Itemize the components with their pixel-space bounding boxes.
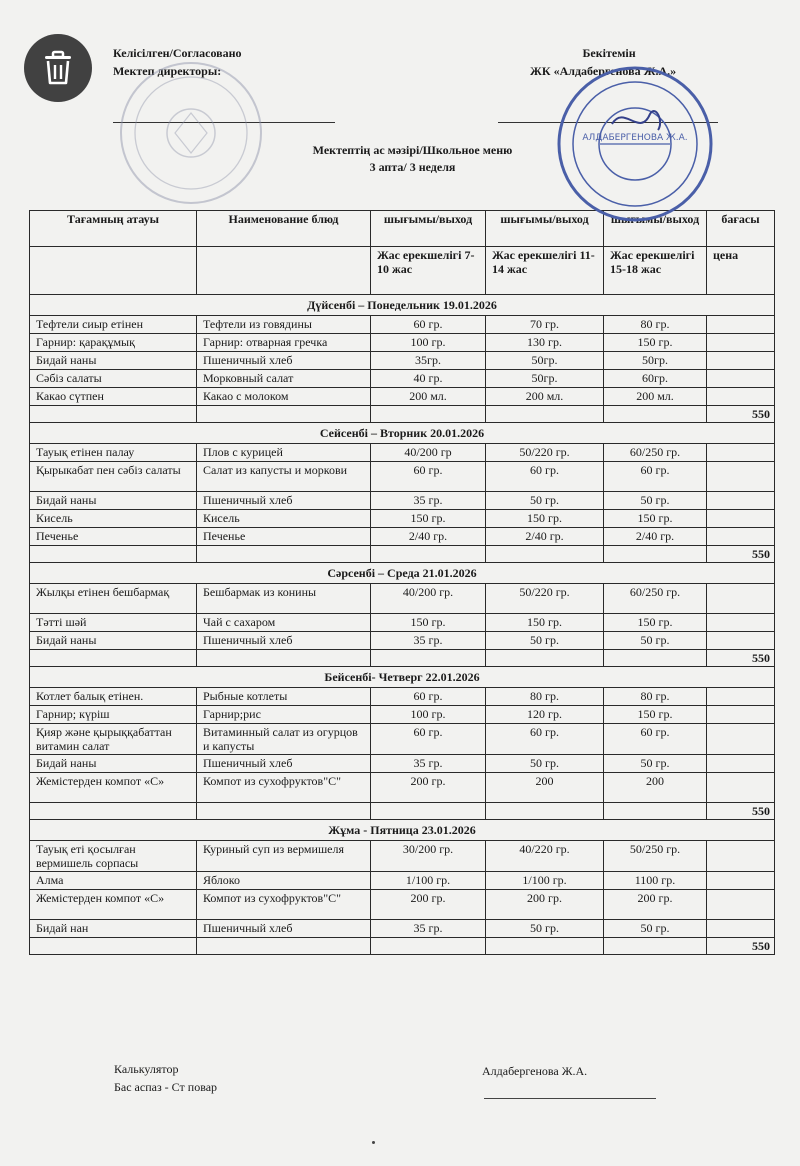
portion-15-18: 150 гр. [604,706,707,724]
portion-7-10: 200 гр. [371,890,486,920]
approval-title: Келісілген/Согласовано [113,46,242,60]
price-cell [707,688,775,706]
price-cell [707,614,775,632]
total-empty [371,406,486,423]
footer-chef: Бас аспаз - Ст повар [114,1080,218,1094]
price-cell [707,352,775,370]
age-group-1: Жас ерекшелігі 7-10 жас [371,247,486,295]
price-cell [707,632,775,650]
table-row [30,724,775,755]
trash-icon [41,50,75,86]
total-empty [371,938,486,955]
portion-15-18: 200 [604,773,707,803]
portion-7-10: 40 гр. [371,370,486,388]
dish-name-ru: Морковный салат [197,370,371,388]
portion-15-18: 1100 гр. [604,872,707,890]
portion-7-10: 100 гр. [371,334,486,352]
col-out-3: шығымы/выход [604,211,707,247]
page-title [260,142,565,176]
total-empty [604,938,707,955]
company-stamp [554,64,716,224]
price-cell [707,841,775,872]
dish-name-ru: Салат из капусты и моркови [197,462,371,492]
dish-name-kz: Тефтели сиыр етінен [30,316,197,334]
age-empty-1 [30,247,197,295]
dish-name-ru: Яблоко [197,872,371,890]
portion-15-18: 2/40 гр. [604,528,707,546]
portion-15-18: 50 гр. [604,920,707,938]
day-total: 550 [707,546,775,563]
day-title: Сейсенбі – Вторник 20.01.2026 [30,423,775,444]
portion-11-14: 60 гр. [486,462,604,492]
day-row [30,295,775,316]
portion-11-14: 50 гр. [486,920,604,938]
day-total: 550 [707,406,775,423]
total-empty [604,546,707,563]
dish-name-ru: Компот из сухофруктов"С" [197,890,371,920]
table-row [30,584,775,614]
dish-name-ru: Печенье [197,528,371,546]
total-empty [30,406,197,423]
dish-name-kz: Жемістерден компот «С» [30,890,197,920]
table-row [30,890,775,920]
day-row [30,423,775,444]
price-cell [707,755,775,773]
dish-name-ru: Какао с молоком [197,388,371,406]
total-empty [197,406,371,423]
dish-name-ru: Куриный суп из вермишеля [197,841,371,872]
day-total: 550 [707,803,775,820]
portion-7-10: 1/100 гр. [371,872,486,890]
table-row [30,444,775,462]
footer-name: Алдабергенова Ж.А. [482,1064,588,1078]
total-row [30,406,775,423]
total-empty [197,938,371,955]
table-row [30,462,775,492]
dish-name-kz: Гарнир: қарақұмық [30,334,197,352]
price-cell [707,370,775,388]
dish-name-kz: Бидай наны [30,632,197,650]
table-row [30,370,775,388]
portion-11-14: 50гр. [486,352,604,370]
portion-7-10: 200 мл. [371,388,486,406]
portion-15-18: 60 гр. [604,724,707,755]
total-empty [486,650,604,667]
price-cell [707,920,775,938]
portion-7-10: 35гр. [371,352,486,370]
portion-15-18: 60 гр. [604,462,707,492]
table-row [30,920,775,938]
dish-name-kz: Жылқы етінен бешбармақ [30,584,197,614]
portion-11-14: 60 гр. [486,724,604,755]
total-empty [486,406,604,423]
dish-name-ru: Рыбные котлеты [197,688,371,706]
total-row [30,938,775,955]
total-empty [486,938,604,955]
portion-7-10: 40/200 гр [371,444,486,462]
portion-11-14: 200 [486,773,604,803]
stamp-text: АЛДАБЕРГЕНОВА Ж.А. [582,133,688,143]
portion-11-14: 50/220 гр. [486,444,604,462]
portion-11-14: 200 гр. [486,890,604,920]
portion-15-18: 50 гр. [604,492,707,510]
dish-name-ru: Бешбармак из конины [197,584,371,614]
dish-name-kz: Тауық еті қосылған вермишель сорпасы [30,841,197,872]
col-name-kz: Тағамның атауы [30,211,197,247]
price-cell [707,584,775,614]
portion-7-10: 150 гр. [371,510,486,528]
total-empty [486,803,604,820]
day-row [30,820,775,841]
portion-15-18: 80 гр. [604,688,707,706]
price-cell [707,528,775,546]
portion-7-10: 60 гр. [371,688,486,706]
portion-7-10: 60 гр. [371,462,486,492]
age-row [30,247,775,295]
total-empty [30,938,197,955]
portion-11-14: 2/40 гр. [486,528,604,546]
portion-7-10: 150 гр. [371,614,486,632]
price-cell [707,890,775,920]
dish-name-ru: Гарнир;рис [197,706,371,724]
col-out-2: шығымы/выход [486,211,604,247]
day-title: Сәрсенбі – Среда 21.01.2026 [30,563,775,584]
total-empty [604,650,707,667]
portion-15-18: 150 гр. [604,510,707,528]
portion-7-10: 40/200 гр. [371,584,486,614]
col-out-1: шығымы/выход [371,211,486,247]
portion-11-14: 120 гр. [486,706,604,724]
price-cell [707,462,775,492]
portion-11-14: 150 гр. [486,614,604,632]
col-price-ru: цена [707,247,775,295]
total-empty [371,803,486,820]
price-cell [707,388,775,406]
total-row [30,546,775,563]
dish-name-ru: Плов с курицей [197,444,371,462]
dish-name-ru: Гарнир: отварная гречка [197,334,371,352]
portion-11-14: 70 гр. [486,316,604,334]
dish-name-kz: Гарнир; күріш [30,706,197,724]
total-empty [30,546,197,563]
portion-11-14: 50гр. [486,370,604,388]
total-empty [371,650,486,667]
table-row [30,352,775,370]
portion-7-10: 35 гр. [371,492,486,510]
table-row [30,872,775,890]
price-cell [707,510,775,528]
table-row [30,334,775,352]
table-row [30,510,775,528]
dish-name-kz: Бидай наны [30,352,197,370]
day-total: 550 [707,938,775,955]
day-title: Дүйсенбі – Понедельник 19.01.2026 [30,295,775,316]
price-cell [707,872,775,890]
day-row [30,667,775,688]
portion-11-14: 1/100 гр. [486,872,604,890]
table-row [30,316,775,334]
portion-15-18: 50гр. [604,352,707,370]
dish-name-kz: Котлет балық етінен. [30,688,197,706]
table-row [30,688,775,706]
table-row [30,492,775,510]
portion-7-10: 30/200 гр. [371,841,486,872]
dish-name-ru: Витаминный салат из огурцов и капусты [197,724,371,755]
portion-15-18: 150 гр. [604,334,707,352]
menu-body [30,295,775,955]
footer-signature-line [484,1098,656,1099]
total-empty [486,546,604,563]
dish-name-ru: Тефтели из говядины [197,316,371,334]
table-row [30,841,775,872]
portion-11-14: 200 мл. [486,388,604,406]
dish-name-ru: Пшеничный хлеб [197,632,371,650]
portion-7-10: 35 гр. [371,755,486,773]
portion-7-10: 35 гр. [371,920,486,938]
portion-11-14: 50 гр. [486,632,604,650]
total-empty [30,803,197,820]
dish-name-kz: Бидай наны [30,492,197,510]
footer-left [114,1060,217,1096]
day-total: 550 [707,650,775,667]
footer-calculator: Калькулятор [114,1062,179,1076]
confirm-title: Бекітемін [582,46,636,60]
portion-7-10: 35 гр. [371,632,486,650]
dish-name-kz: Тәтті шәй [30,614,197,632]
portion-15-18: 50 гр. [604,632,707,650]
dish-name-kz: Қырыкабат пен сәбіз салаты [30,462,197,492]
table-row [30,773,775,803]
col-name-ru: Наименование блюд [197,211,371,247]
dish-name-ru: Пшеничный хлеб [197,492,371,510]
dish-name-kz: Тауық етінен палау [30,444,197,462]
dish-name-kz: Қияр және қырыққабаттан витамин салат [30,724,197,755]
portion-15-18: 150 гр. [604,614,707,632]
portion-7-10: 60 гр. [371,316,486,334]
dish-name-kz: Жемістерден компот «С» [30,773,197,803]
dish-name-kz: Бидай нан [30,920,197,938]
dish-name-ru: Чай с сахаром [197,614,371,632]
dish-name-kz: Бидай наны [30,755,197,773]
total-empty [30,650,197,667]
price-cell [707,773,775,803]
col-price-kz: бағасы [707,211,775,247]
menu-table [29,210,775,955]
price-cell [707,316,775,334]
portion-15-18: 80 гр. [604,316,707,334]
total-row [30,803,775,820]
table-row [30,388,775,406]
table-row [30,706,775,724]
portion-15-18: 50 гр. [604,755,707,773]
age-group-2: Жас ерекшелігі 11-14 жас [486,247,604,295]
total-empty [197,546,371,563]
age-group-3: Жас ерекшелігі 15-18 жас [604,247,707,295]
total-empty [197,803,371,820]
price-cell [707,334,775,352]
delete-button[interactable] [24,34,92,102]
day-title: Жұма - Пятница 23.01.2026 [30,820,775,841]
confirm-company: ЖК «Алдабергенова Ж.А.» [530,64,677,78]
dish-name-ru: Пшеничный хлеб [197,755,371,773]
table-row [30,614,775,632]
dish-name-ru: Компот из сухофруктов"С" [197,773,371,803]
dish-name-kz: Какао сүтпен [30,388,197,406]
title-line1: Мектептің ас мәзірі/Школьное меню [312,143,513,157]
dish-name-kz: Печенье [30,528,197,546]
portion-11-14: 80 гр. [486,688,604,706]
school-stamp [115,58,267,208]
portion-15-18: 60/250 гр. [604,444,707,462]
portion-11-14: 50 гр. [486,755,604,773]
portion-7-10: 200 гр. [371,773,486,803]
dish-name-ru: Пшеничный хлеб [197,352,371,370]
total-empty [604,406,707,423]
price-cell [707,492,775,510]
portion-11-14: 40/220 гр. [486,841,604,872]
day-title: Бейсенбі- Четверг 22.01.2026 [30,667,775,688]
portion-15-18: 60гр. [604,370,707,388]
portion-11-14: 130 гр. [486,334,604,352]
dish-name-ru: Кисель [197,510,371,528]
age-empty-2 [197,247,371,295]
portion-15-18: 200 гр. [604,890,707,920]
total-empty [604,803,707,820]
dish-name-ru: Пшеничный хлеб [197,920,371,938]
title-line2: 3 апта/ 3 неделя [369,160,456,174]
price-cell [707,444,775,462]
day-row [30,563,775,584]
portion-7-10: 2/40 гр. [371,528,486,546]
dish-name-kz: Кисель [30,510,197,528]
portion-7-10: 100 гр. [371,706,486,724]
table-row [30,632,775,650]
price-cell [707,724,775,755]
portion-15-18: 200 мл. [604,388,707,406]
price-cell [707,706,775,724]
total-empty [197,650,371,667]
portion-11-14: 50 гр. [486,492,604,510]
dish-name-kz: Алма [30,872,197,890]
portion-11-14: 150 гр. [486,510,604,528]
portion-15-18: 60/250 гр. [604,584,707,614]
dish-name-kz: Сәбіз салаты [30,370,197,388]
total-empty [371,546,486,563]
speck [372,1141,375,1144]
portion-7-10: 60 гр. [371,724,486,755]
table-row [30,755,775,773]
approval-role: Мектеп директоры: [113,64,222,78]
total-row [30,650,775,667]
table-row [30,528,775,546]
portion-15-18: 50/250 гр. [604,841,707,872]
portion-11-14: 50/220 гр. [486,584,604,614]
